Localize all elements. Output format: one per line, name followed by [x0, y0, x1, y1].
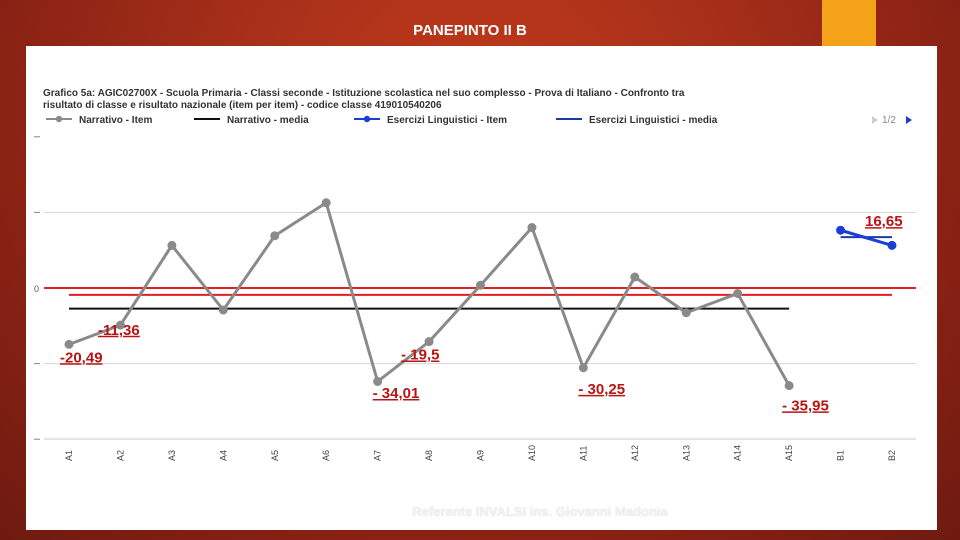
series-0-point-A3 [167, 241, 176, 250]
plot-area [34, 137, 916, 461]
x-tick-label-A4: A4 [218, 449, 229, 461]
x-tick-label-A2: A2 [115, 449, 126, 461]
annotation-label-1: -11,36 [98, 321, 140, 339]
footer-credit: Referente INVALSI ins. Giovanni Madonia [412, 504, 668, 519]
x-tick-label-A6: A6 [321, 449, 332, 461]
series-1-point-B2 [888, 241, 897, 250]
x-tick-label-A13: A13 [681, 444, 692, 461]
x-tick-label-A15: A15 [784, 444, 795, 461]
chart-legend [46, 115, 912, 126]
annotation-label-4: - 34,01 [372, 385, 420, 402]
y-tick-zero: 0 [34, 284, 40, 294]
x-tick-label-A9: A9 [475, 449, 486, 461]
chart-panel [26, 46, 937, 530]
line-chart [26, 46, 937, 530]
series-1-point-B1 [836, 226, 845, 235]
legend-label-1: Narrativo - media [227, 115, 309, 126]
x-tick-label-A3: A3 [166, 449, 177, 461]
x-tick-label-B1: B1 [835, 449, 846, 461]
legend-prev-icon [872, 116, 878, 124]
annotation-label-2: -20,49 [60, 349, 103, 367]
legend-marker-2 [364, 116, 370, 122]
chart-title-line1: Grafico 5a: AGIC02700X - Scuola Primaria - Classi seconde - Istituzione scolastica nel suo complesso - Prova di Italiano - Confronto tra [43, 88, 685, 99]
series-0-point-A11 [579, 363, 588, 372]
x-tick-label-A12: A12 [629, 444, 640, 461]
legend-marker-0 [56, 116, 62, 122]
series-0-point-A14 [733, 289, 742, 298]
series-0-point-A6 [322, 198, 331, 207]
annotation-label-0: 16,65 [865, 213, 903, 231]
legend-label-0: Narrativo - Item [79, 115, 153, 126]
series-0-point-A1 [65, 340, 74, 349]
series-0-point-A10 [527, 223, 536, 232]
x-tick-label-A11: A11 [578, 445, 589, 461]
series-0-point-A12 [630, 273, 639, 282]
series-0-point-A15 [785, 381, 794, 390]
legend-next-icon [906, 116, 912, 124]
x-tick-label-A14: A14 [732, 444, 743, 461]
series-0-point-A5 [270, 231, 279, 240]
x-tick-label-A5: A5 [269, 449, 280, 461]
series-0-point-A4 [219, 306, 228, 315]
annotation-label-3: - 19,5 [401, 346, 440, 364]
legend-page-indicator: 1/2 [882, 115, 896, 126]
slide-title: PANEPINTO II B [413, 22, 527, 39]
x-tick-label-A10: A10 [526, 444, 537, 461]
series-0-point-A8 [425, 337, 434, 346]
x-tick-label-A7: A7 [372, 449, 383, 461]
chart-title-line2: risultato di classe e risultato nazionale (item per item) - codice classe 419010540206 [43, 100, 442, 111]
series-0-point-A13 [682, 308, 691, 317]
legend-label-2: Esercizi Linguistici - Item [387, 115, 508, 126]
annotation-label-5: - 30,25 [578, 380, 626, 398]
x-tick-label-A8: A8 [424, 449, 435, 461]
legend-label-3: Esercizi Linguistici - media [589, 115, 718, 126]
series-0-point-A9 [476, 281, 485, 290]
x-tick-label-A1: A1 [64, 449, 74, 461]
x-tick-label-B2: B2 [887, 449, 897, 461]
annotation-label-6: - 35,95 [782, 397, 829, 415]
